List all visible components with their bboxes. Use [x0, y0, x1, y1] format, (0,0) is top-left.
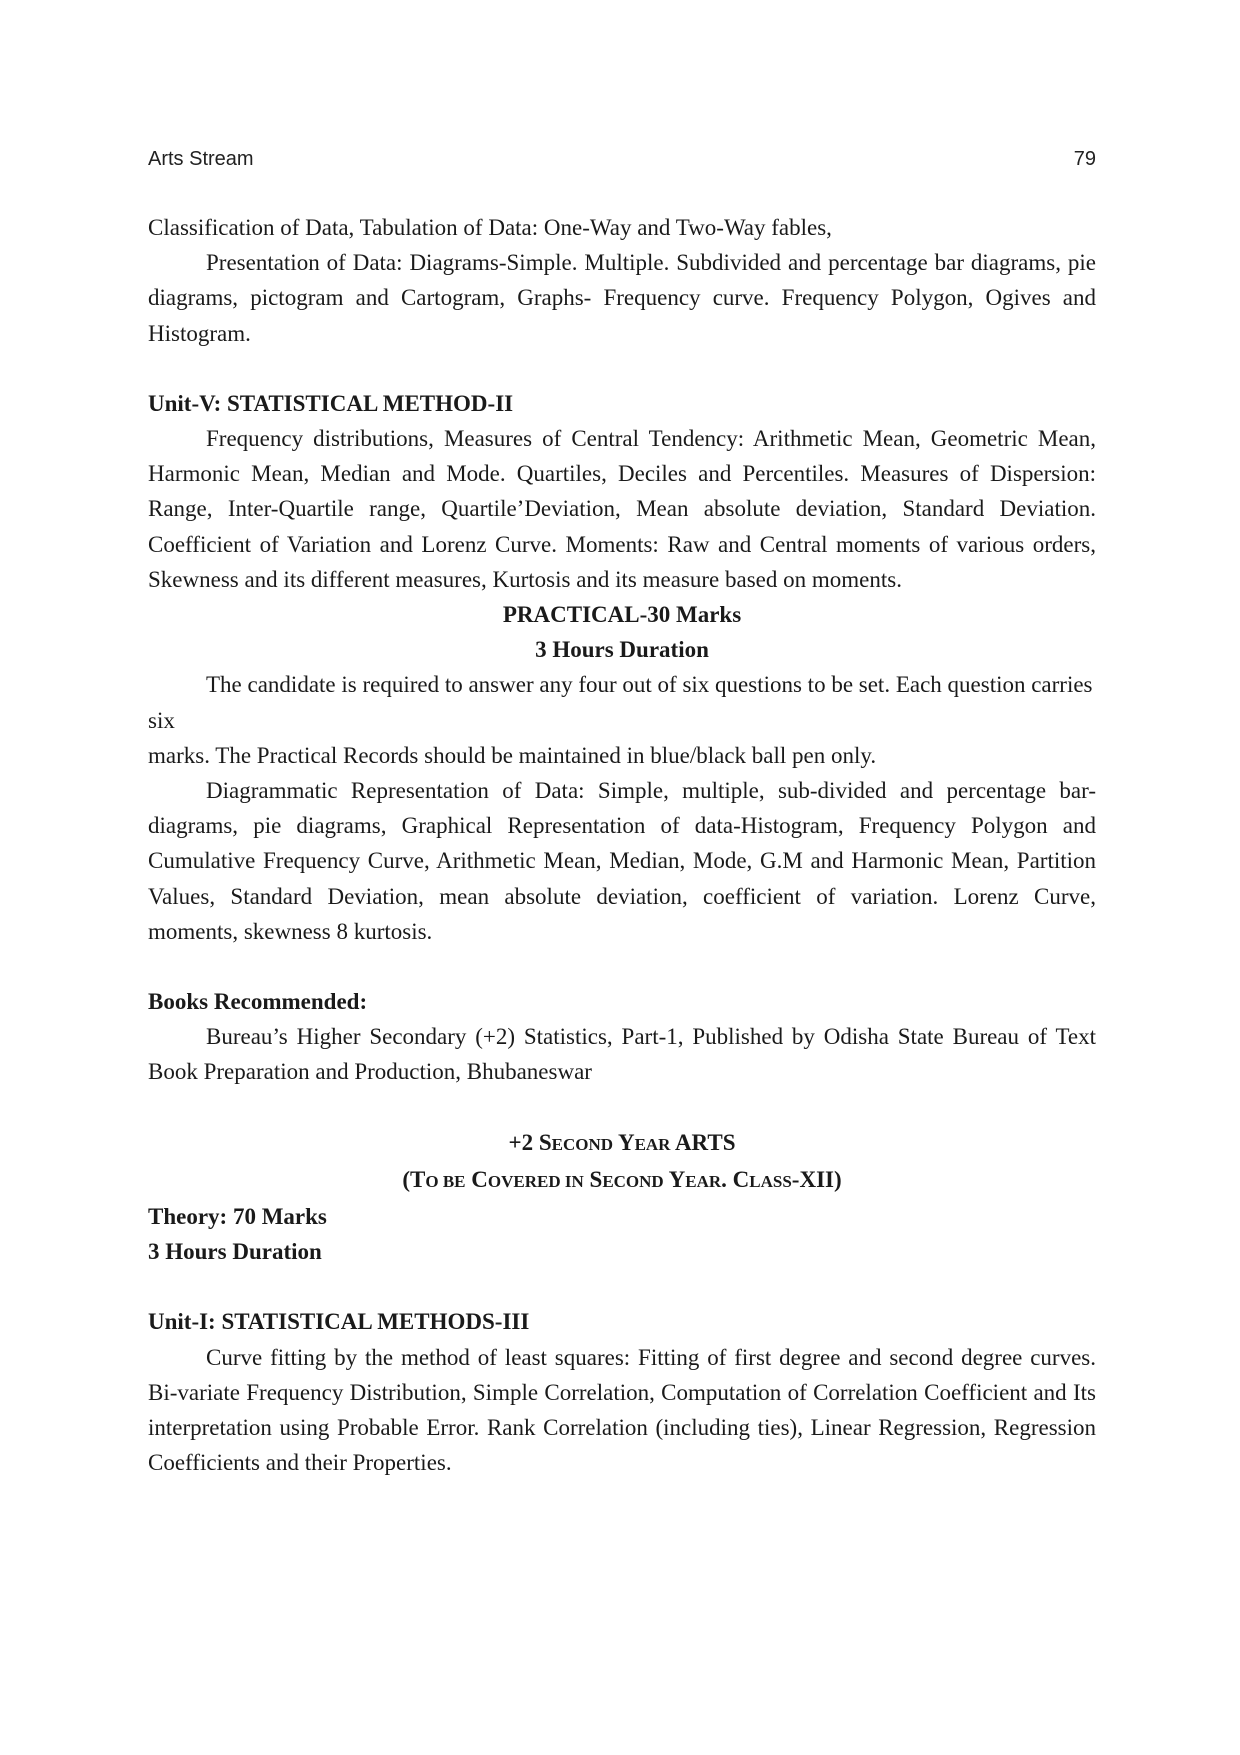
- second-year-subtitle: (TO BE COVERED IN SECOND YEAR. CLASS-XII): [402, 1166, 842, 1192]
- books-text: Bureau’s Higher Secondary (+2) Statistics, Part-1, Published by Odisha State Bureau of Text Book Preparation and Production, Bhubaneswar: [148, 1024, 1096, 1085]
- practical-title: PRACTICAL-30 Marks: [502, 602, 742, 628]
- page-number: 79: [1073, 148, 1096, 170]
- practical-topics: Diagrammatic Representation of Data: Simple, multiple, sub-divided and percentage bar-diagrams, pie diagrams, Graphical Representation of data-Histogram, Frequency Polygon and Cumulative Frequency Curve, Arithmetic Mean, Median, Mode, G.M and Harmonic Mean, Partition Values, Standard Deviation, mean absolute deviation, coefficient of variation. Lorenz Curve, moments, skewness 8 kurtosis.: [148, 778, 1096, 944]
- unit-1-text: Curve fitting by the method of least squares: Fitting of first degree and second degree curves. Bi-variate Frequency Distribution, Simple Correlation, Computation of Correlation Coefficient and Its interpretation using Probable Error. Rank Correlation (including ties), Linear Regression, Regression Coefficients and their Properties.: [148, 1344, 1096, 1476]
- theory-marks: Theory: 70 Marks: [148, 1204, 327, 1230]
- paragraph-presentation: Presentation of Data: Diagrams-Simple. Multiple. Subdivided and percentage bar diagrams, pie diagrams, pictogram and Cartogram, Graphs- Frequency curve. Frequency Polygon, Ogives and Histogram.: [148, 250, 1096, 346]
- unit-1-heading: Unit-I: STATISTICAL METHODS-III: [148, 1309, 530, 1335]
- books-heading: Books Recommended:: [148, 989, 368, 1015]
- page-body: [148, 210, 1096, 1481]
- unit-5-heading: Unit-V: STATISTICAL METHOD-II: [148, 390, 514, 416]
- practical-records-note: marks. The Practical Records should be maintained in blue/black ball pen only.: [148, 742, 877, 768]
- theory-duration: 3 Hours Duration: [148, 1239, 322, 1265]
- unit-5-text: Frequency distributions, Measures of Central Tendency: Arithmetic Mean, Geometric Mean, Harmonic Mean, Median and Mode. Quartiles, Deciles and Percentiles. Measures of Dispersion: Range, Inter-Quartile range, Quartile’Deviation, Mean absolute deviation, Standard Deviation. Coefficient of Variation and Lorenz Curve. Moments: Raw and Central moments of various orders, Skewness and its different measures, Kurtosis and its measure based on moments.: [148, 426, 1096, 592]
- second-year-title: +2 SECOND YEAR ARTS: [508, 1129, 736, 1155]
- paragraph-classification: Classification of Data, Tabulation of Data: One-Way and Two-Way fables,: [148, 215, 832, 240]
- practical-instructions: The candidate is required to answer any four out of six questions to be set. Each question carries: [206, 672, 1093, 698]
- practical-instructions-wrap: six: [148, 707, 175, 733]
- practical-duration: 3 Hours Duration: [535, 637, 709, 663]
- running-header-title: Arts Stream: [148, 148, 254, 170]
